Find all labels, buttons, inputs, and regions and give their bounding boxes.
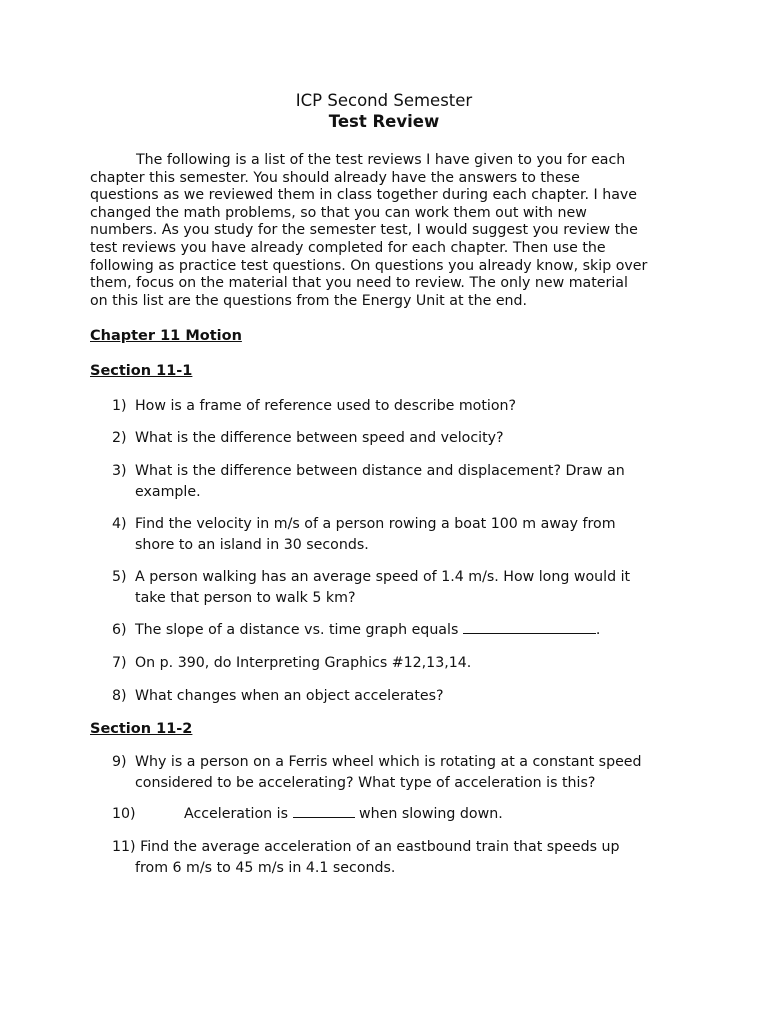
intro-line: on this list are the questions from the Energy Unit at the end. [90, 292, 528, 309]
question-text-continued: example. [135, 484, 201, 500]
question-text: Find the velocity in m/s of a person rowing a boat 100 m away from [135, 516, 616, 532]
question-text: What changes when an object accelerates? [135, 688, 444, 704]
question-text: The slope of a distance vs. time graph equals [135, 622, 463, 638]
intro-line: test reviews you have already completed for each chapter. Then use the [90, 239, 606, 256]
question-number: 6) [112, 622, 127, 638]
question-item [112, 837, 712, 879]
intro-paragraph [90, 152, 690, 310]
question-item [112, 804, 712, 825]
question-text-end: . [595, 622, 601, 638]
intro-line: numbers. As you study for the semester test, I would suggest you review the [90, 222, 638, 239]
question-number: 11) [112, 839, 136, 855]
question-text-continued: from 6 m/s to 45 m/s in 4.1 seconds. [135, 860, 396, 876]
question-number: 3) [112, 463, 127, 479]
answer-blank[interactable] [293, 804, 355, 818]
document-title-line-1: ICP Second Semester [295, 91, 473, 110]
question-number: 4) [112, 516, 127, 532]
question-text: Why is a person on a Ferris wheel which is rotating at a constant speed [135, 754, 642, 770]
question-item [112, 752, 712, 794]
document-title-line-2: Test Review [328, 112, 440, 131]
intro-line: them, focus on the material that you need to review. The only new material [90, 275, 628, 292]
question-number: 7) [112, 655, 127, 671]
section-heading-11-2: Section 11-2 [90, 721, 193, 737]
question-text: Acceleration is [184, 806, 293, 822]
question-item [112, 620, 712, 641]
question-item [112, 653, 712, 674]
question-item [112, 514, 712, 556]
question-text: How is a frame of reference used to describe motion? [135, 398, 517, 414]
intro-line: questions as we reviewed them in class together during each chapter. I have [90, 187, 638, 204]
question-item [112, 567, 712, 609]
question-text: What is the difference between speed and velocity? [135, 430, 504, 446]
question-number: 5) [112, 569, 127, 585]
question-number: 1) [112, 398, 127, 414]
question-item [112, 461, 712, 503]
question-text: What is the difference between distance and displacement? Draw an [135, 463, 625, 479]
answer-blank[interactable] [463, 620, 596, 634]
question-text: A person walking has an average speed of 1.4 m/s. How long would it [135, 569, 631, 585]
question-text-continued: take that person to walk 5 km? [135, 590, 356, 606]
intro-line: chapter this semester. You should already have the answers to these [90, 169, 580, 186]
question-text: Find the average acceleration of an eastbound train that speeds up [140, 839, 620, 855]
question-text-continued: considered to be accelerating? What type of acceleration is this? [135, 775, 596, 791]
section-heading-11-1: Section 11-1 [90, 363, 193, 379]
intro-line: changed the math problems, so that you can work them out with new [90, 204, 587, 221]
chapter-heading: Chapter 11 Motion [90, 328, 242, 344]
question-item [112, 428, 712, 449]
question-text: On p. 390, do Interpreting Graphics #12,13,14. [135, 655, 472, 671]
question-text-end: when slowing down. [354, 806, 503, 822]
intro-line: following as practice test questions. On questions you already know, skip over [90, 257, 648, 274]
question-number: 9) [112, 754, 127, 770]
question-item [112, 396, 712, 417]
question-text-continued: shore to an island in 30 seconds. [135, 537, 369, 553]
question-number: 2) [112, 430, 127, 446]
question-item [112, 686, 712, 707]
question-number: 8) [112, 688, 127, 704]
question-number: 10) [112, 806, 136, 822]
intro-line: The following is a list of the test reviews I have given to you for each [136, 152, 626, 168]
